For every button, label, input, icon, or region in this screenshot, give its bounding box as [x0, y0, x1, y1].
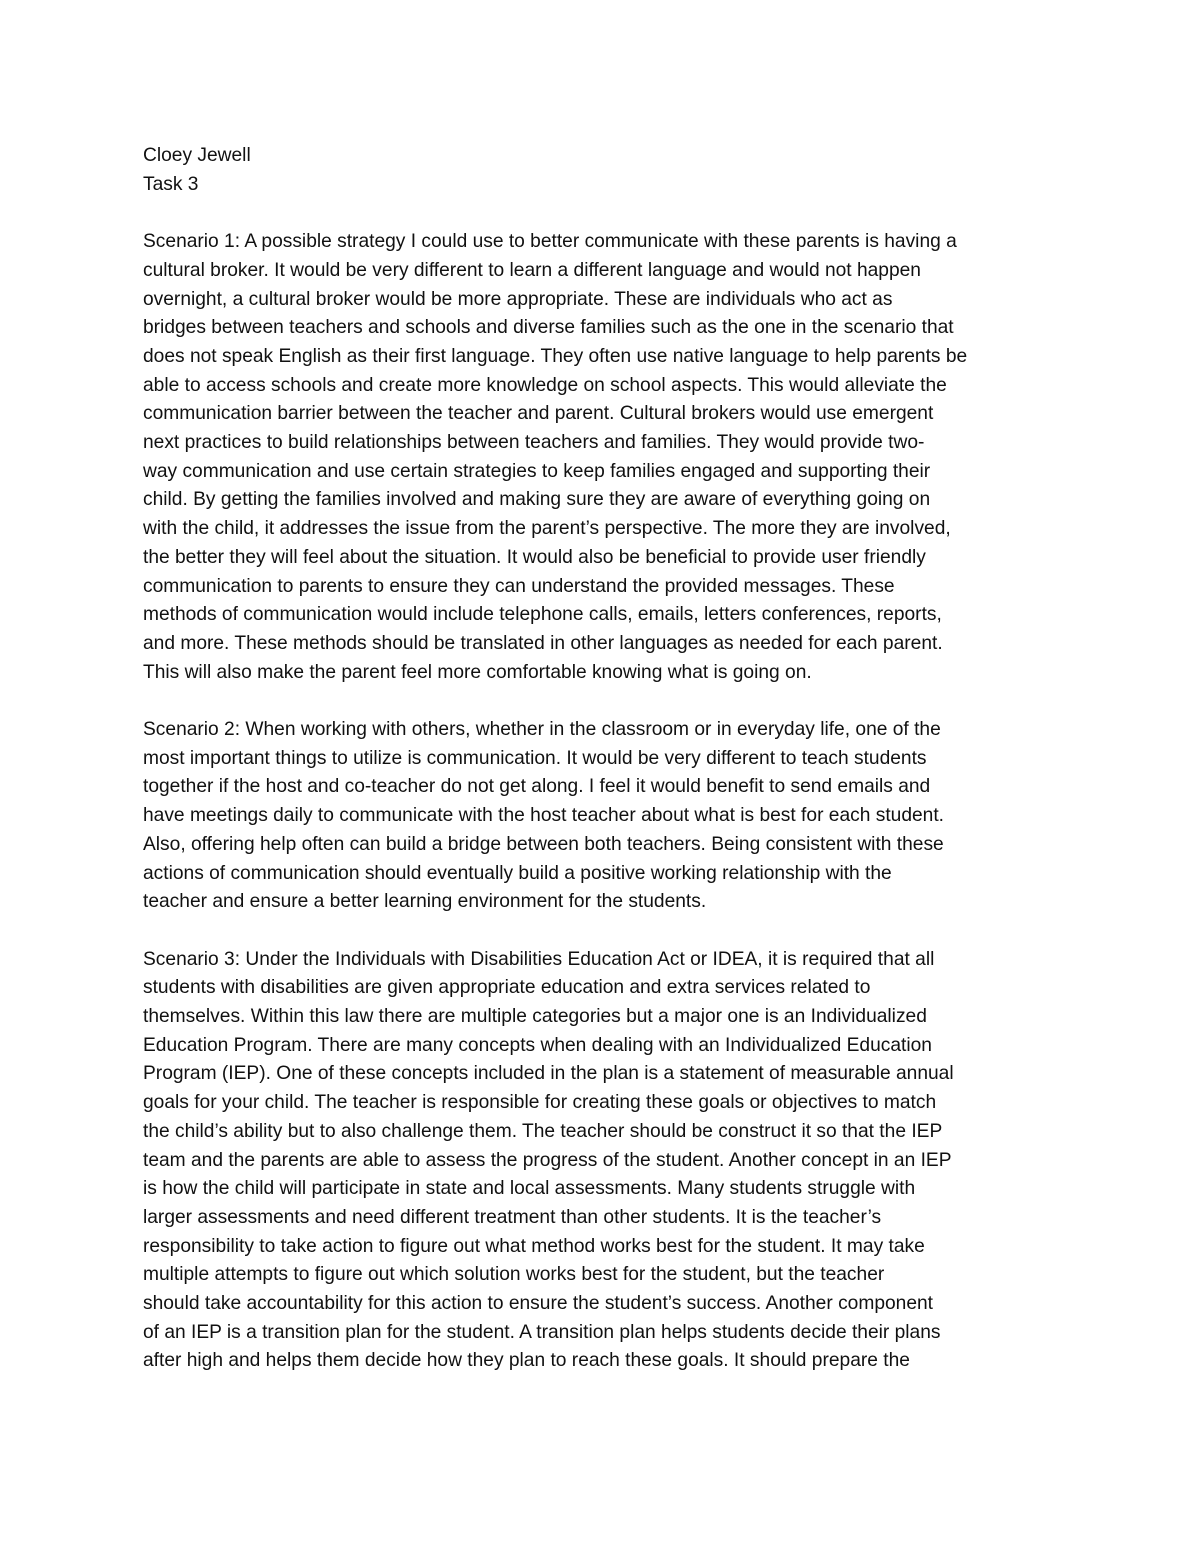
paragraph-line: does not speak English as their first language. They often use native language to help parents be	[143, 345, 968, 367]
document-body	[143, 142, 1063, 1376]
paragraph-line: students with disabilities are given appropriate education and extra services related to	[143, 977, 871, 999]
task-title: Task 3	[143, 173, 199, 195]
paragraph-line: teacher and ensure a better learning environment for the students.	[143, 891, 707, 913]
paragraph-scenario-2	[143, 716, 1063, 917]
paragraph-line: after high and helps them decide how they plan to reach these goals. It should prepare the	[143, 1350, 910, 1372]
paragraph-line: should take accountability for this action to ensure the student’s success. Another component	[143, 1293, 934, 1315]
paragraph-line: bridges between teachers and schools and diverse families such as the one in the scenario that	[143, 317, 954, 339]
paragraph-scenario-1	[143, 228, 1063, 687]
paragraph-line: able to access schools and create more knowledge on school aspects. This would alleviate the	[143, 374, 947, 396]
paragraph-line: communication to parents to ensure they can understand the provided messages. These	[143, 575, 895, 597]
paragraph-scenario-3	[143, 946, 1063, 1377]
paragraph-line: and more. These methods should be translated in other languages as needed for each parent.	[143, 632, 943, 654]
paragraph-line: have meetings daily to communicate with the host teacher about what is best for each student.	[143, 805, 944, 827]
paragraph-line: overnight, a cultural broker would be more appropriate. These are individuals who act as	[143, 288, 893, 310]
paragraph-line: Program (IEP). One of these concepts included in the plan is a statement of measurable annual	[143, 1063, 954, 1085]
paragraph-line: Scenario 2: When working with others, whether in the classroom or in everyday life, one of the	[143, 719, 941, 741]
header-block	[143, 142, 1063, 199]
paragraph-line: cultural broker. It would be very different to learn a different language and would not happen	[143, 259, 921, 281]
paragraph-line: with the child, it addresses the issue from the parent’s perspective. The more they are involved,	[143, 518, 951, 540]
paragraph-line: the better they will feel about the situation. It would also be beneficial to provide user friendly	[143, 546, 926, 568]
paragraph-line: most important things to utilize is communication. It would be very different to teach students	[143, 747, 927, 769]
paragraph-line: Also, offering help often can build a bridge between both teachers. Being consistent with these	[143, 833, 944, 855]
paragraph-line: together if the host and co-teacher do not get along. I feel it would benefit to send emails and	[143, 776, 931, 798]
paragraph-line: team and the parents are able to assess the progress of the student. Another concept in an IEP	[143, 1149, 952, 1171]
paragraph-line: child. By getting the families involved and making sure they are aware of everything going on	[143, 489, 931, 511]
paragraph-line: methods of communication would include telephone calls, emails, letters conferences, reports,	[143, 604, 942, 626]
paragraph-line: responsibility to take action to figure out what method works best for the student. It may take	[143, 1235, 925, 1257]
paragraph-line: of an IEP is a transition plan for the student. A transition plan helps students decide their plans	[143, 1321, 941, 1343]
paragraph-line: is how the child will participate in state and local assessments. Many students struggle with	[143, 1178, 916, 1200]
paragraph-line: Scenario 3: Under the Individuals with Disabilities Education Act or IDEA, it is required that all	[143, 948, 935, 970]
author-name: Cloey Jewell	[143, 145, 251, 166]
paragraph-line: next practices to build relationships between teachers and families. They would provide two-	[143, 432, 925, 454]
paragraph-line: themselves. Within this law there are multiple categories but a major one is an Individualized	[143, 1006, 927, 1028]
paragraph-line: Scenario 1: A possible strategy I could use to better communicate with these parents is having a	[143, 231, 957, 253]
paragraph-line: This will also make the parent feel more comfortable knowing what is going on.	[143, 661, 812, 683]
paragraph-line: multiple attempts to figure out which solution works best for the student, but the teacher	[143, 1264, 885, 1286]
paragraph-line: actions of communication should eventually build a positive working relationship with the	[143, 862, 892, 884]
paragraph-line: communication barrier between the teacher and parent. Cultural brokers would use emergent	[143, 403, 934, 425]
paragraph-line: the child’s ability but to also challenge them. The teacher should be construct it so that the IEP	[143, 1120, 943, 1142]
paragraph-line: goals for your child. The teacher is responsible for creating these goals or objectives to match	[143, 1092, 937, 1114]
paragraph-line: way communication and use certain strategies to keep families engaged and supporting their	[143, 460, 931, 482]
paragraph-line: larger assessments and need different treatment than other students. It is the teacher’s	[143, 1206, 882, 1228]
paragraph-line: Education Program. There are many concepts when dealing with an Individualized Education	[143, 1034, 932, 1056]
